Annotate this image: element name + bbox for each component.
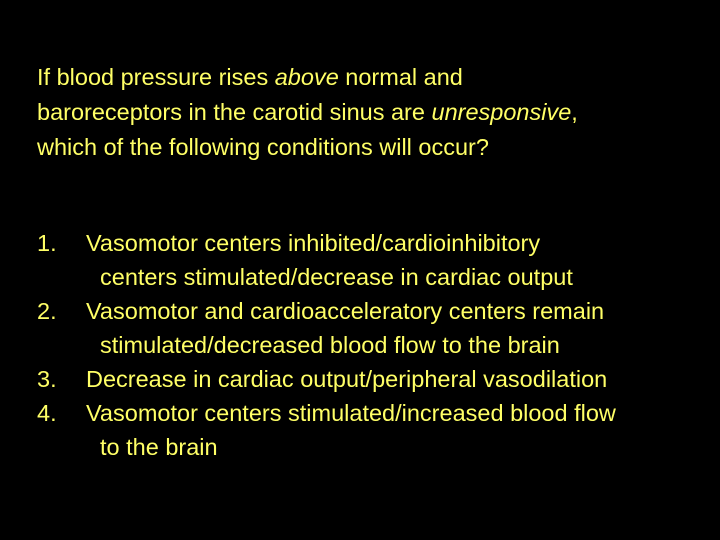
option-number: 4.: [37, 400, 57, 426]
emphasis-above: above: [274, 64, 339, 90]
option-number: 3.: [37, 366, 57, 392]
option-text-line-1: Vasomotor centers inhibited/cardioinhibitory: [86, 230, 541, 256]
question-line-1: If blood pressure rises above normal and: [37, 64, 463, 90]
answer-option-3: [37, 362, 697, 396]
emphasis-unresponsive: unresponsive: [431, 99, 572, 125]
option-text-line-2: stimulated/decreased blood flow to the brain: [100, 332, 560, 358]
option-text-line-2: centers stimulated/decrease in cardiac output: [100, 264, 573, 290]
option-text-line-2: to the brain: [100, 434, 218, 460]
option-text-line-1: Vasomotor centers stimulated/increased blood flow: [86, 400, 616, 426]
answer-option-2: [37, 294, 697, 362]
option-number: 2.: [37, 298, 57, 324]
answer-option-1: [37, 226, 697, 294]
question-text: [37, 60, 687, 165]
question-line-2: baroreceptors in the carotid sinus are unresponsive,: [37, 99, 578, 125]
option-text-line-1: Vasomotor and cardioacceleratory centers remain: [86, 298, 605, 324]
option-number: 1.: [37, 230, 57, 256]
option-text-line-1: Decrease in cardiac output/peripheral vasodilation: [86, 366, 608, 392]
answer-options-list: [37, 226, 697, 464]
question-line-3: which of the following conditions will occur?: [37, 134, 489, 160]
answer-option-4: [37, 396, 697, 464]
